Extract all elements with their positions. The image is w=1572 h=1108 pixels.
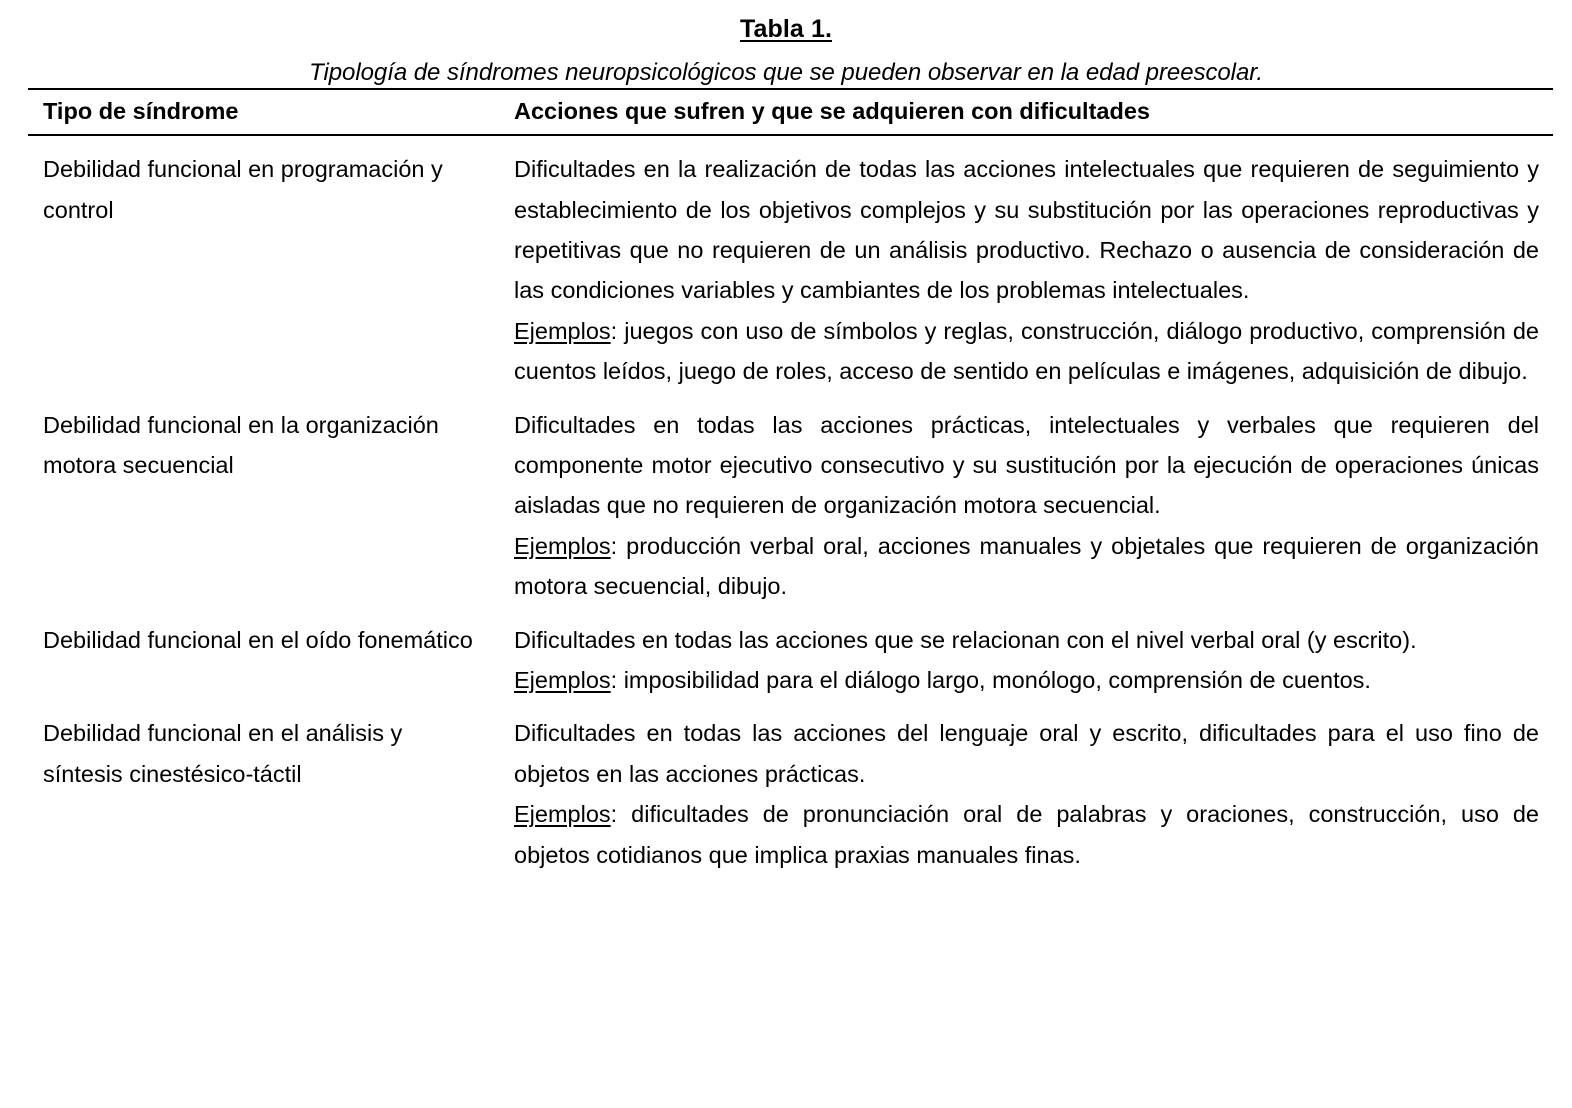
table-row (28, 392, 1553, 607)
cell-syndrome-type (28, 135, 492, 391)
cell-syndrome-type (28, 700, 492, 875)
examples-label: Ejemplos (514, 667, 611, 694)
examples-label: Ejemplos (514, 532, 611, 559)
description-paragraph: Dificultades en todas las acciones que se relacionan con el nivel verbal oral (y escrito). (514, 626, 1417, 653)
table-row (28, 135, 1553, 391)
cell-syndrome-type (28, 607, 492, 701)
examples-text: : juegos con uso de símbolos y reglas, construcción, diálogo productivo, comprensión de cuentos leídos, juego de roles, acceso de sentido en películas e imágenes, adquisición de dibujo. (514, 317, 1539, 385)
examples-label: Ejemplos (514, 801, 611, 828)
examples-paragraph (514, 794, 1539, 875)
table-body (28, 135, 1553, 875)
column-header-type: Tipo de síndrome (28, 89, 492, 135)
examples-paragraph (514, 526, 1539, 607)
examples-label: Ejemplos (514, 317, 611, 344)
table-header (28, 89, 1553, 135)
description-paragraph: Dificultades en la realización de todas las acciones intelectuales que requieren de seguimiento y establecimiento de los objetivos complejos y su substitución por las operaciones reproductivas y repetitivas que no requieren de un análisis productivo. Rechazo o ausencia de consideración de las condiciones variables y cambiantes de los problemas intelectuales. (514, 156, 1539, 304)
table-row (28, 607, 1553, 701)
cell-syndrome-actions (492, 700, 1553, 875)
table-row (28, 700, 1553, 875)
examples-text: : dificultades de pronunciación oral de palabras y oraciones, construcción, uso de objetos cotidianos que implica praxias manuales finas. (514, 801, 1539, 868)
examples-paragraph (514, 660, 1539, 700)
cell-syndrome-actions (492, 392, 1553, 607)
syndrome-type-text: Debilidad funcional en programación y control (43, 156, 443, 223)
syndrome-type-text: Debilidad funcional en el oído fonemático (43, 626, 473, 653)
examples-text: : imposibilidad para el diálogo largo, monólogo, comprensión de cuentos. (610, 667, 1371, 694)
cell-syndrome-actions (492, 607, 1553, 701)
syndrome-type-text: Debilidad funcional en el análisis y síntesis cinestésico-táctil (43, 720, 403, 787)
cell-syndrome-type (28, 392, 492, 607)
table-header-row (28, 89, 1553, 135)
column-header-actions: Acciones que sufren y que se adquieren con dificultades (492, 89, 1553, 135)
table-caption-text: Tipología de síndromes neuropsicológicos que se pueden observar en la edad preescolar. (309, 59, 1263, 86)
description-paragraph: Dificultades en todas las acciones del lenguaje oral y escrito, dificultades para el uso fino de objetos en las acciones prácticas. (514, 720, 1539, 787)
table-number: Tabla 1. (739, 15, 833, 43)
syndrome-typology-table (28, 88, 1553, 875)
table-caption-block (0, 0, 1572, 88)
examples-text: : producción verbal oral, acciones manuales y objetales que requieren de organización motora secuencial, dibujo. (514, 532, 1539, 600)
syndrome-type-text: Debilidad funcional en la organización motora secuencial (43, 411, 439, 479)
examples-paragraph (514, 311, 1539, 392)
description-paragraph: Dificultades en todas las acciones prácticas, intelectuales y verbales que requieren del componente motor ejecutivo consecutivo y su sustitución por la ejecución de operaciones únicas aisladas que no requieren de organización motora secuencial. (514, 411, 1539, 519)
cell-syndrome-actions (492, 135, 1553, 391)
table-wrapper (28, 88, 1553, 875)
